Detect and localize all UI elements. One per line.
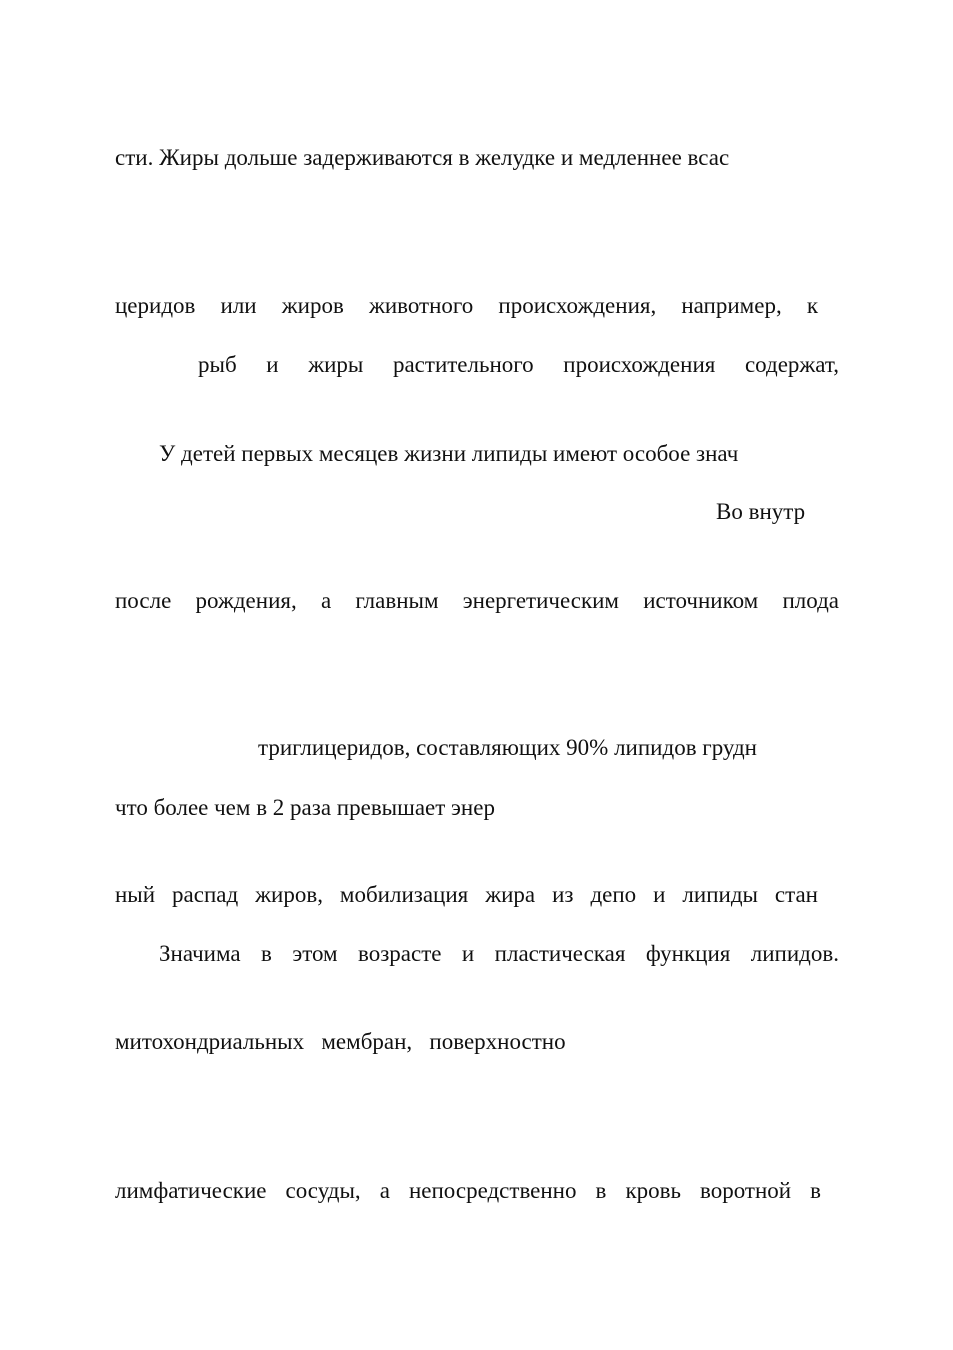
text-line-10: Значима в этом возрасте и пластическая функция липидов. bbox=[159, 941, 839, 966]
text-line-2: церидов или жиров животного происхождения, например, к bbox=[115, 293, 818, 318]
text-line-6: после рождения, а главным энергетическим источником плода bbox=[115, 588, 839, 613]
text-line-4: У детей первых месяцев жизни липиды имеют особое знач bbox=[159, 441, 739, 466]
text-line-7: триглицеридов, составляющих 90% липидов грудн bbox=[258, 735, 757, 760]
text-line-1: сти. Жиры дольше задерживаются в желудке и медленнее всас bbox=[115, 145, 730, 170]
text-line-11: митохондриальных мембран, поверхностно bbox=[115, 1029, 566, 1054]
text-line-12: лимфатические сосуды, а непосредственно в кровь воротной в bbox=[115, 1178, 821, 1203]
text-line-8: что более чем в 2 раза превышает энер bbox=[115, 795, 495, 820]
text-line-5: Во внутр bbox=[716, 499, 806, 524]
text-line-9: ный распад жиров, мобилизация жира из депо и липиды стан bbox=[115, 882, 818, 907]
text-line-3: рыб и жиры растительного происхождения содержат, bbox=[198, 352, 839, 377]
